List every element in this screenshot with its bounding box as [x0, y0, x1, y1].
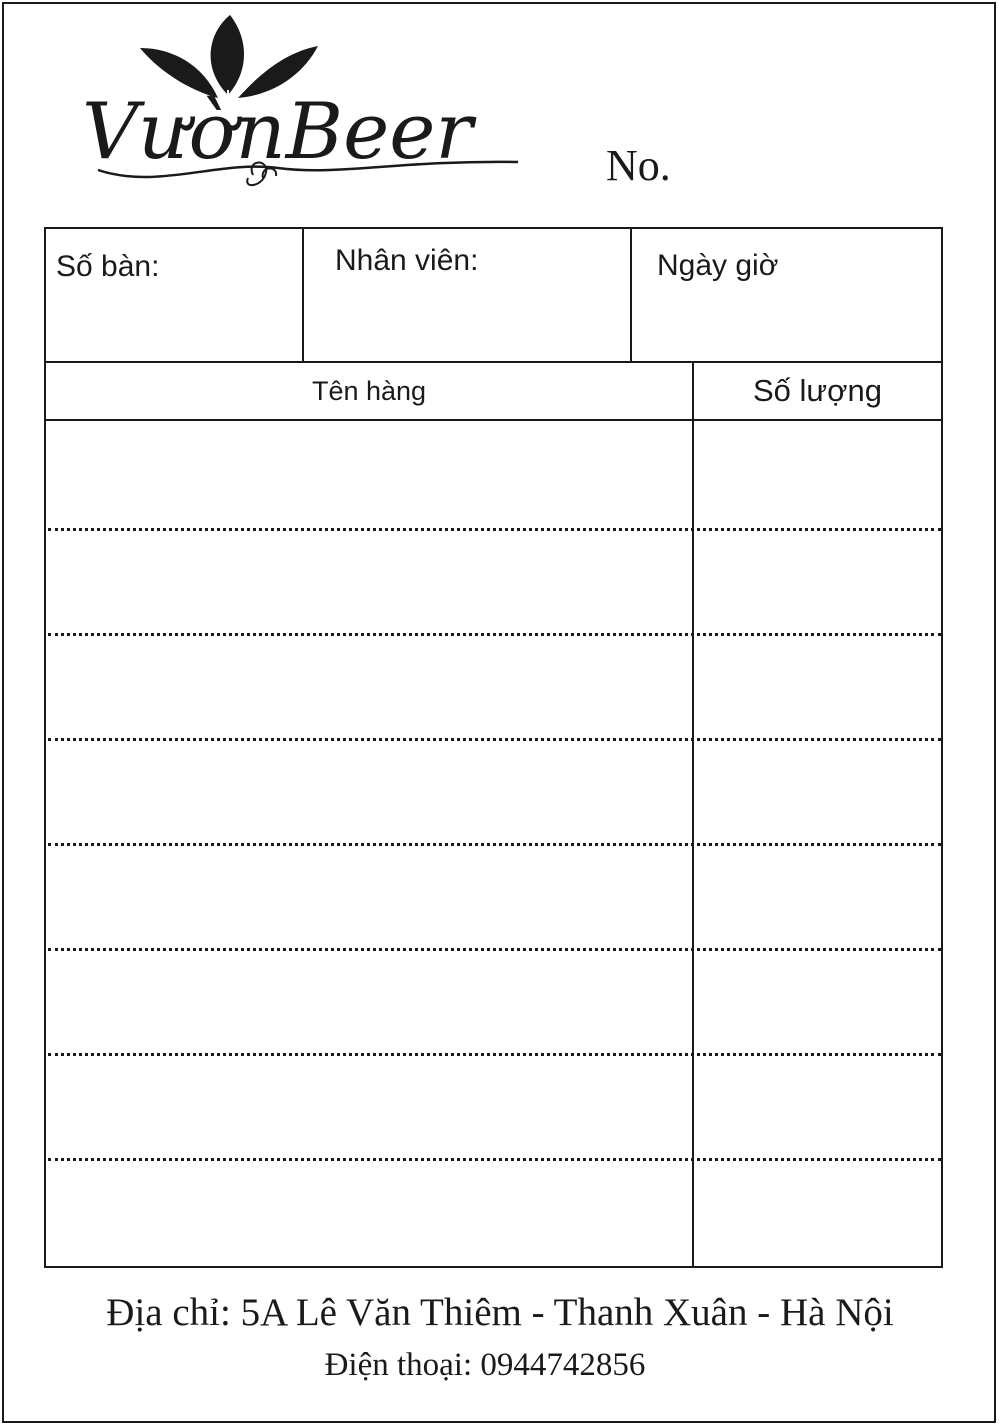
item-name-column-header: Tên hàng: [311, 376, 427, 406]
column-header-bottom-rule: [44, 419, 943, 421]
table-number-label: Số bàn:: [56, 250, 160, 283]
brand-name: VườnBeer: [82, 87, 473, 177]
store-phone: Điện thoại: 0944742856: [324, 1347, 646, 1383]
store-address: Địa chỉ: 5A Lê Văn Thiêm - Thanh Xuân - Hà Nội: [106, 1291, 894, 1334]
quantity-column-header: Số lượng: [753, 373, 882, 408]
header-divider-2: [630, 229, 632, 363]
blank-line: [48, 738, 941, 741]
blank-line: [48, 1053, 941, 1056]
datetime-label: Ngày giờ: [657, 249, 779, 282]
blank-line: [48, 843, 941, 846]
blank-line: [48, 528, 941, 531]
receipt-number-label: No.: [606, 141, 671, 190]
blank-line: [48, 1158, 941, 1161]
blank-line: [48, 633, 941, 636]
blank-line: [48, 948, 941, 951]
staff-label: Nhân viên:: [335, 244, 479, 277]
column-divider: [692, 362, 694, 1267]
brand-logo: [78, 10, 528, 200]
header-divider-1: [302, 229, 304, 363]
header-bottom-rule: [44, 361, 943, 363]
